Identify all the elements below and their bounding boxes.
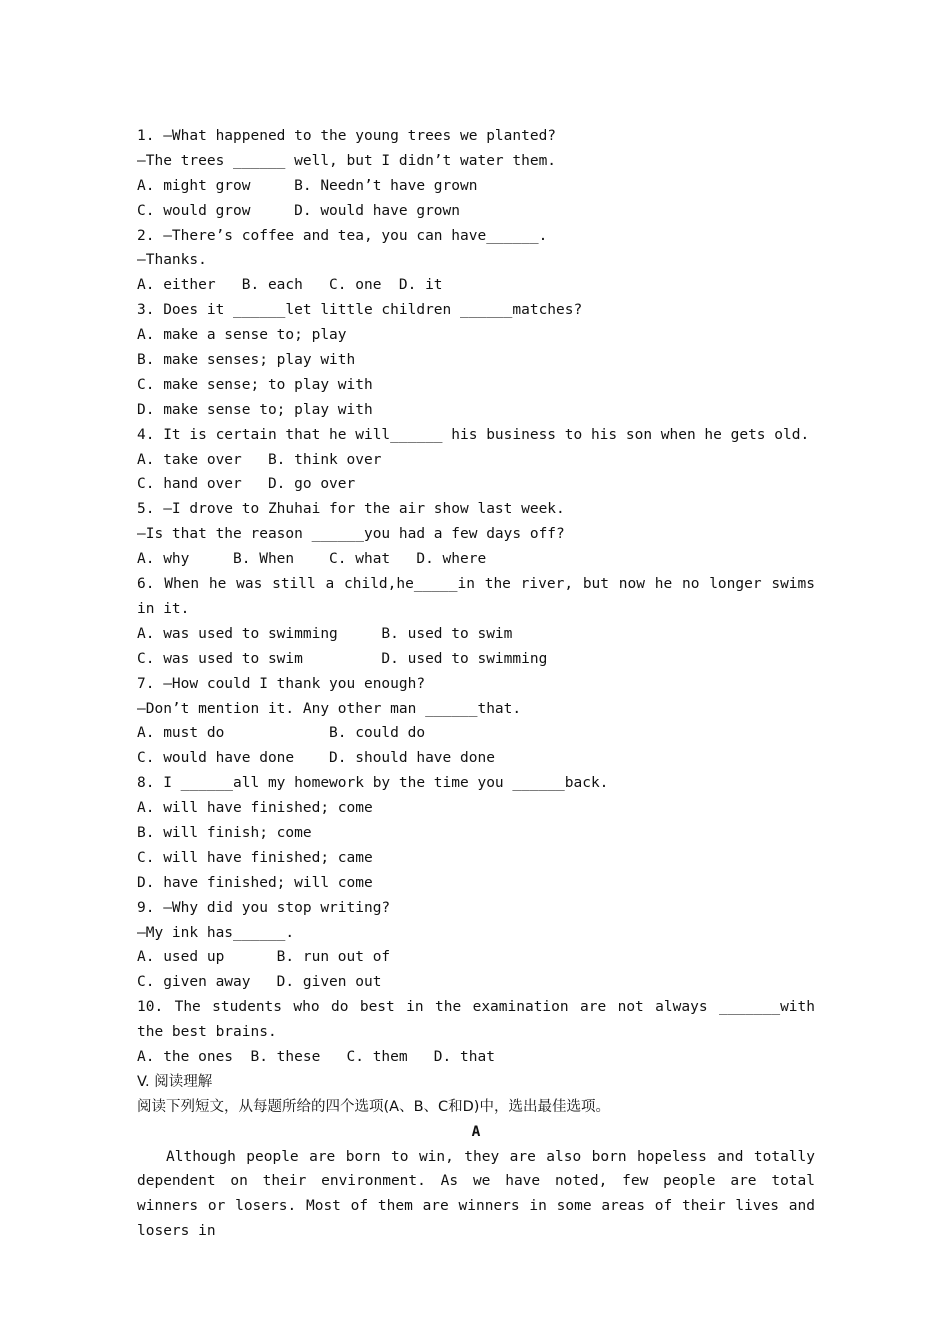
question-line: —The trees ______ well, but I didn’t water them. [137, 152, 557, 169]
question-10-options: A. the ones B. these C. them D. that [137, 1049, 495, 1066]
question-line: A. either B. each C. one D. it [137, 277, 443, 294]
question-line: A. used up B. run out of [137, 949, 391, 966]
question-line: 8. I ______all my homework by the time you ______back. [137, 775, 609, 792]
question-block [137, 124, 815, 572]
question-line: 7. —How could I thank you enough? [137, 675, 426, 692]
question-10-stem: 10. The students who do best in the examination are not always _______with the best brains. [137, 999, 815, 1041]
question-line: 2. —There’s coffee and tea, you can have______. [137, 227, 548, 244]
question-line: A. why B. When C. what D. where [137, 551, 487, 568]
question-line: A. make a sense to; play [137, 327, 347, 344]
question-line: B. make senses; play with [137, 352, 356, 369]
question-line: C. would grow D. would have grown [137, 202, 461, 219]
section-instruction: 阅读下列短文，从每题所给的四个选项(A、B、C和D)中，选出最佳选项。 [137, 1098, 610, 1115]
question-line: 9. —Why did you stop writing? [137, 899, 391, 916]
question-block [137, 622, 815, 995]
question-line: A. will have finished; come [137, 800, 373, 817]
section-title: V. 阅读理解 [137, 1073, 213, 1090]
question-line: A. might grow B. Needn’t have grown [137, 177, 478, 194]
passage-label: A [471, 1123, 481, 1140]
question-line: —Don’t mention it. Any other man ______that. [137, 700, 522, 717]
question-line: B. will finish; come [137, 824, 312, 841]
question-line: C. given away D. given out [137, 974, 382, 991]
question-line: —Thanks. [137, 252, 207, 269]
worksheet-content [137, 124, 815, 1244]
passage-paragraph: Although people are born to win, they are also born hopeless and totally dependent on their environment. As we have noted, few people are total winners or losers. Most of them are winners in some areas of their lives and losers in [137, 1148, 815, 1240]
question-line: 4. It is certain that he will______ his business to his son when he gets old. [137, 426, 810, 443]
question-line: D. make sense to; play with [137, 401, 373, 418]
question-line: 1. —What happened to the young trees we planted? [137, 128, 557, 144]
question-line: C. make sense; to play with [137, 376, 373, 393]
question-line: 5. —I drove to Zhuhai for the air show last week. [137, 501, 565, 518]
question-line: —Is that the reason ______you had a few days off? [137, 526, 565, 543]
question-6-stem: 6. When he was still a child,he_____in the river, but now he no longer swims in it. [137, 576, 815, 617]
question-line: C. will have finished; came [137, 849, 373, 866]
question-line: —My ink has______. [137, 924, 295, 941]
question-line: C. hand over D. go over [137, 476, 356, 493]
question-line: A. must do B. could do [137, 725, 426, 742]
question-line: C. would have done D. should have done [137, 750, 495, 767]
question-line: 3. Does it ______let little children ______matches? [137, 302, 583, 319]
question-line: C. was used to swim D. used to swimming [137, 650, 548, 667]
question-line: A. take over B. think over [137, 451, 382, 468]
question-line: A. was used to swimming B. used to swim [137, 625, 513, 642]
question-line: D. have finished; will come [137, 874, 373, 891]
